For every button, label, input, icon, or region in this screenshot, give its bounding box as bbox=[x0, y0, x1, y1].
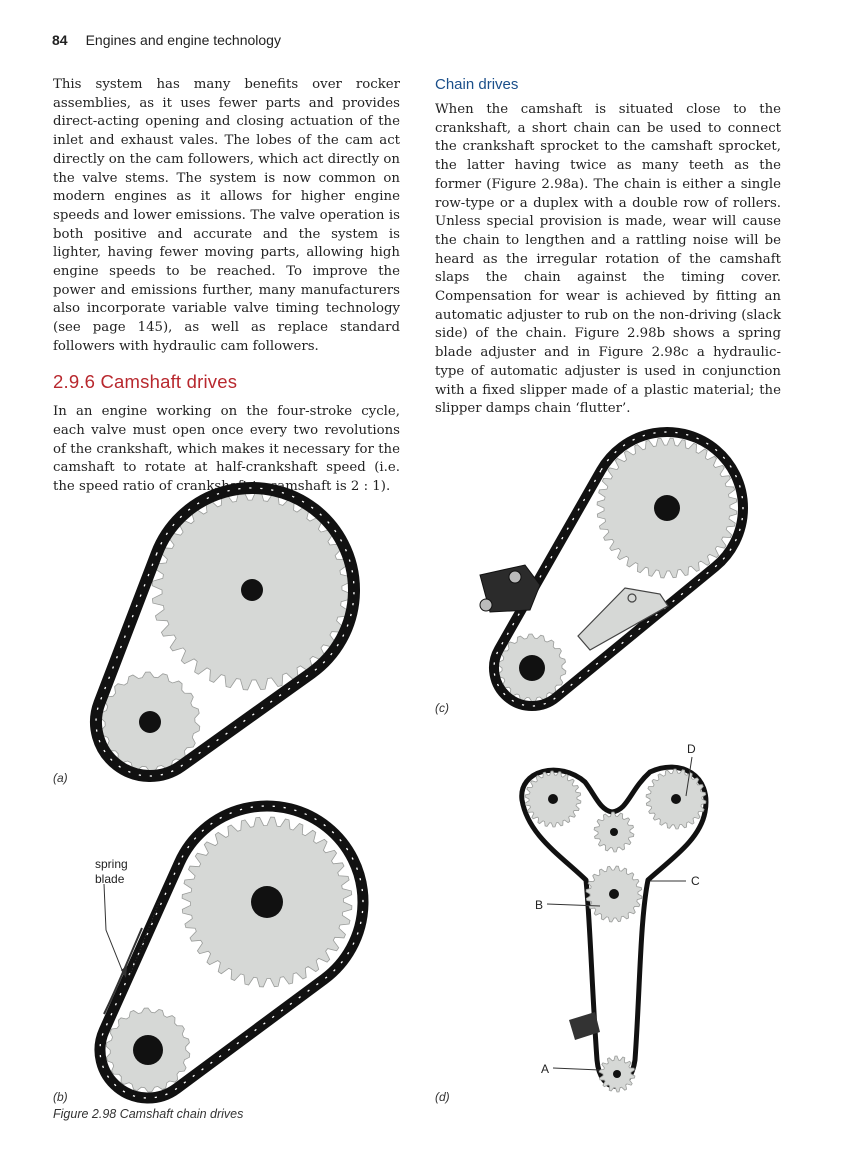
section-heading: 2.9.6 Camshaft drives bbox=[53, 370, 238, 392]
figure-caption: Figure 2.98 Camshaft chain drives bbox=[53, 1107, 244, 1121]
left-paragraph-1: This system has many benefits over rocker assemblies, as it uses fewer parts and provides direct-acting opening and closing actuation of the inlet and exhaust vales. The lobes of the cam act directly on the cam followers, which act directly on the valve stems. The system is now common on modern engines as it allows for higher engine speeds and lower emissions. The valve operation is both positive and accurate and the system is lighter, having fewer moving parts, allowing high engine speeds to be reached. To improve the power and emissions further, many manufacturers also incorporate variable valve timing technology (see page 145), as well as replace standard followers with hydraulic cam followers. bbox=[53, 77, 400, 354]
sprocket-d-right-hub bbox=[671, 794, 681, 804]
callout-a: A bbox=[541, 1062, 550, 1076]
callout-c: C bbox=[691, 874, 700, 888]
crank-sprocket-b-hub bbox=[133, 1035, 163, 1065]
cam-sprocket-a-hub bbox=[241, 579, 263, 601]
spring-blade-leader bbox=[104, 884, 124, 975]
sprocket-d-b-hub bbox=[609, 889, 619, 899]
adjuster-bolt-2 bbox=[480, 599, 492, 611]
label-a: (a) bbox=[53, 771, 68, 785]
label-b: (b) bbox=[53, 1090, 68, 1104]
leader-a bbox=[553, 1068, 600, 1070]
diagram-d bbox=[522, 757, 706, 1092]
left-paragraph-2: In an engine working on the four-stroke cycle, each valve must open once every two revolutions of the crankshaft, which makes it necessary for the camshaft to rotate at half-crankshaft speed (i.e. the speed ratio of crankshaft to camshaft is 2 : 1). bbox=[53, 404, 400, 495]
diagram-a bbox=[96, 488, 354, 776]
cam-sprocket-b-hub bbox=[251, 886, 283, 918]
label-c: (c) bbox=[435, 701, 449, 715]
running-title: Engines and engine technology bbox=[85, 32, 281, 48]
callout-b: B bbox=[535, 898, 544, 912]
chain-drives-heading: Chain drives bbox=[435, 76, 519, 93]
callout-d: D bbox=[687, 742, 696, 756]
adjuster-bolt bbox=[509, 571, 521, 583]
spring-blade-line1: spring bbox=[95, 857, 128, 871]
sprocket-d-middle-hub bbox=[610, 828, 618, 836]
right-paragraph-1: When the camshaft is situated close to the crankshaft, a short chain can be used to connect the crankshaft sprocket to the camshaft sprocket, the latter having twice as many teeth as the former (Figure 2.98a). The chain is either a single row-type or a duplex with a double row of rollers. Unless special provision is made, wear will cause the chain to lengthen and a rattling noise will be heard as the irregular rotation of the camshaft slaps the chain against the timing cover. Compensation for wear is achieved by fitting an automatic adjuster to rub on the non-driving (slack side) of the chain. Figure 2.98b shows a spring blade adjuster and in Figure 2.98c a hydraulic-type of automatic adjuster is used in conjunction with a fixed slipper made of a plastic material; the slipper damps chain ‘flutter’. bbox=[435, 102, 781, 417]
diagram-b bbox=[100, 806, 363, 1098]
sprocket-d-left-hub bbox=[548, 794, 558, 804]
crank-sprocket-a-hub bbox=[139, 711, 161, 733]
sprocket-d-a-hub bbox=[613, 1070, 621, 1078]
diagram-c bbox=[480, 432, 743, 706]
cam-sprocket-c-hub bbox=[654, 495, 680, 521]
spring-blade-line2: blade bbox=[95, 872, 125, 886]
spring-blade-callout bbox=[95, 857, 128, 887]
label-d: (d) bbox=[435, 1090, 450, 1104]
crank-sprocket-c-hub bbox=[519, 655, 545, 681]
page-number: 84 bbox=[52, 32, 68, 48]
